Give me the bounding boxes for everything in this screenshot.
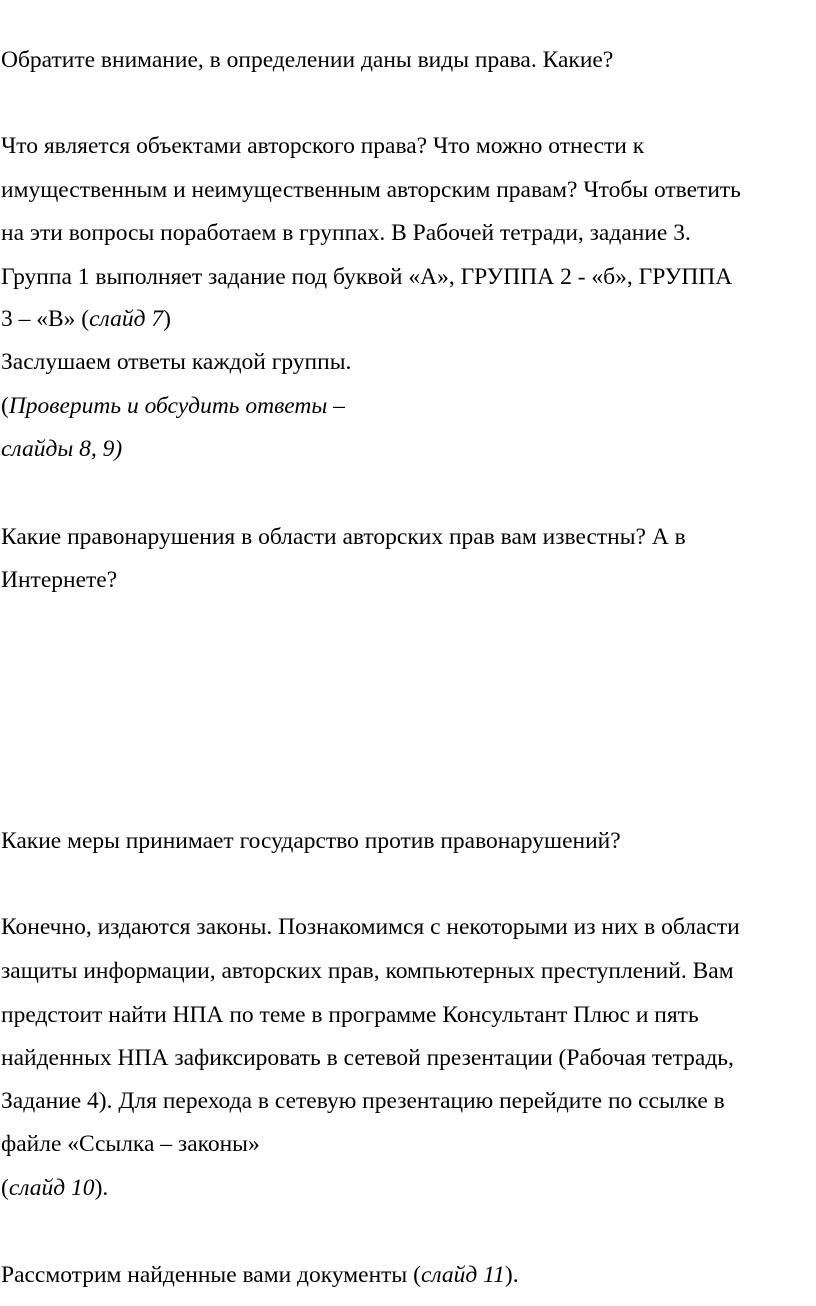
paragraph-2-line-3: на эти вопросы поработаем в группах. В Рабочей тетради, задание 3. bbox=[1, 220, 691, 246]
paragraph-2-line-2: имущественным и неимущественным авторским правам? Чтобы ответить bbox=[1, 177, 741, 203]
text-segment: 3 – «В» ( bbox=[1, 306, 90, 332]
slide-reference: слайды 8, 9) bbox=[1, 436, 123, 462]
paragraph-6-line-1: Конечно, издаются законы. Познакомимся с некоторыми из них в области bbox=[1, 914, 740, 940]
paragraph-5-line-1: Какие меры принимает государство против правонарушений? bbox=[1, 828, 621, 854]
italic-instruction: Проверить и обсудить ответы bbox=[8, 393, 328, 419]
text-segment: ). bbox=[94, 1175, 109, 1201]
paragraph-7-line-1 bbox=[1, 1260, 519, 1290]
paragraph-2-line-4: Группа 1 выполняет задание под буквой «А», ГРУППА 2 - «б», ГРУППА bbox=[1, 264, 733, 290]
text-segment: – bbox=[327, 393, 345, 419]
paragraph-3-line-1: Заслушаем ответы каждой группы. bbox=[1, 349, 352, 375]
paragraph-4-line-2: Интернете? bbox=[1, 567, 118, 593]
text-segment: Рассмотрим найденные вами документы ( bbox=[1, 1262, 421, 1288]
paragraph-6-line-6: файле «Ссылка – законы» bbox=[1, 1131, 260, 1157]
text-segment: ( bbox=[1, 1175, 9, 1201]
paragraph-2-line-5 bbox=[1, 304, 171, 334]
paragraph-6-line-5: Задание 4). Для перехода в сетевую презентацию перейдите по ссылке в bbox=[1, 1088, 725, 1114]
paragraph-6-line-3: предстоит найти НПА по теме в программе Консультант Плюс и пять bbox=[1, 1002, 699, 1028]
paragraph-3-line-3 bbox=[1, 434, 122, 464]
paragraph-3-line-2 bbox=[1, 391, 345, 421]
paragraph-4-line-1: Какие правонарушения в области авторских прав вам известны? А в bbox=[1, 524, 686, 550]
paragraph-6-line-7 bbox=[1, 1173, 108, 1203]
text-segment: ). bbox=[504, 1262, 519, 1288]
paragraph-2-line-1: Что является объектами авторского права? Что можно отнести к bbox=[1, 133, 645, 159]
slide-reference: слайд 11 bbox=[420, 1262, 505, 1288]
slide-reference: слайд 7 bbox=[89, 306, 164, 332]
paragraph-6-line-4: найденных НПА зафиксировать в сетевой презентации (Рабочая тетрадь, bbox=[1, 1045, 734, 1071]
text-segment: ) bbox=[163, 306, 171, 332]
paragraph-6-line-2: защиты информации, авторских прав, компьютерных преступлений. Вам bbox=[1, 958, 734, 984]
slide-reference: слайд 10 bbox=[8, 1175, 95, 1201]
paragraph-1-line-1: Обратите внимание, в определении даны виды права. Какие? bbox=[1, 47, 614, 73]
text-segment: ( bbox=[1, 393, 9, 419]
